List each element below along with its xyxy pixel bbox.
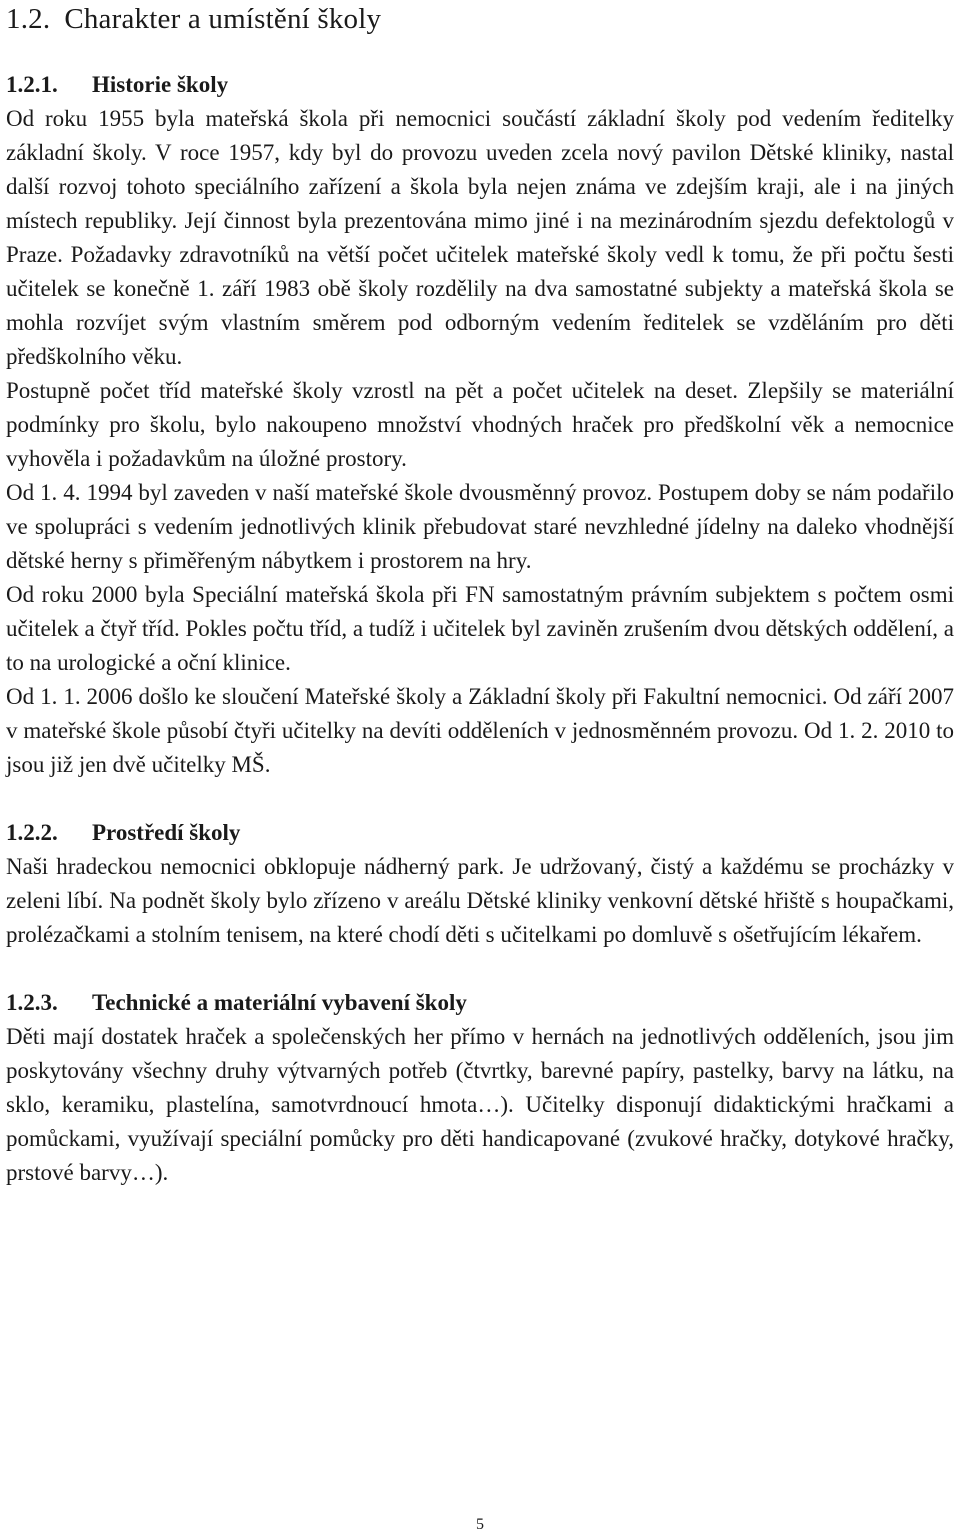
- subsection-environment: [6, 816, 954, 952]
- subsection-number: 1.2.3.: [6, 990, 58, 1015]
- document-page: [6, 0, 954, 1190]
- subsection-title: Historie školy: [92, 72, 229, 97]
- subsection-title: Prostředí školy: [92, 820, 241, 845]
- page-number: 5: [476, 1516, 484, 1533]
- subsection-heading: [6, 68, 954, 102]
- subsection-number: 1.2.2.: [6, 820, 58, 845]
- section-heading: [6, 0, 954, 38]
- paragraph: Naši hradeckou nemocnici obklopuje nádherný park. Je udržovaný, čistý a každému se procházky v zeleni líbí. Na podnět školy bylo zřízeno v areálu Dětské kliniky venkovní dětské hřiště s houpačkami, prolézačkami a stolním tenisem, na které chodí děti s učitelkami po domluvě s ošetřujícím lékařem.: [6, 854, 954, 947]
- subsection-heading: [6, 986, 954, 1020]
- subsection-number: 1.2.1.: [6, 72, 58, 97]
- paragraph: Postupně počet tříd mateřské školy vzrostl na pět a počet učitelek na deset. Zlepšily se materiální podmínky pro školu, bylo nakoupeno množství vhodných hraček pro předškolní věk a nemocnice vyhověla i požadavkům na úložné prostory.: [6, 378, 954, 471]
- subsection-history: [6, 68, 954, 782]
- subsection-title: Technické a materiální vybavení školy: [92, 990, 467, 1015]
- spacer: [6, 38, 954, 68]
- paragraph: Od 1. 4. 1994 byl zaveden v naší mateřské škole dvousměnný provoz. Postupem doby se nám podařilo ve spolupráci s vedením jednotlivých klinik přebudovat staré nevzhledné jídelny na daleko vhodnější dětské herny s přiměřeným nábytkem i prostorem na hry.: [6, 480, 954, 573]
- spacer: [6, 952, 954, 986]
- section-number: 1.2.: [6, 3, 51, 35]
- subsection-heading: [6, 816, 954, 850]
- paragraph: Od 1. 1. 2006 došlo ke sloučení Mateřské školy a Základní školy při Fakultní nemocnici. Od září 2007 v mateřské škole působí čtyři učitelky na devíti odděleních v jednosměnném provozu. Od 1. 2. 2010 to jsou již jen dvě učitelky MŠ.: [6, 684, 954, 777]
- section-title: Charakter a umístění školy: [64, 3, 382, 35]
- paragraph: Od roku 1955 byla mateřská škola při nemocnici součástí základní školy pod vedením ředitelky základní školy. V roce 1957, kdy byl do provozu uveden zcela nový pavilon Dětské kliniky, nastal další rozvoj tohoto speciálního zařízení a škola byla nejen známa ve zdejším kraji, ale i na jiných místech republiky. Její činnost byla prezentována mimo jiné i na mezinárodním sjezdu defektologů v Praze. Požadavky zdravotníků na větší počet učitelek mateřské školy vedl k tomu, že při počtu šesti učitelek se konečně 1. září 1983 obě školy rozdělily na dva samostatné subjekty a mateřská škola se mohla rozvíjet svým vlastním směrem pod odborným vedením ředitelek se vzděláním pro děti předškolního věku.: [6, 106, 954, 369]
- paragraph: Od roku 2000 byla Speciální mateřská škola při FN samostatným právním subjektem s počtem osmi učitelek a čtyř tříd. Pokles počtu tříd, a tudíž i učitelek byl zaviněn zrušením dvou dětských oddělení, a to na urologické a oční klinice.: [6, 582, 954, 675]
- subsection-equipment: [6, 986, 954, 1190]
- spacer: [6, 782, 954, 816]
- paragraph: Děti mají dostatek hraček a společenských her přímo v hernách na jednotlivých odděleních, jsou jim poskytovány všechny druhy výtvarných potřeb (čtvrtky, barevné papíry, pastelky, barvy na látku, na sklo, keramiku, plastelína, samotvrdnoucí hmota…). Učitelky disponují didaktickými hračkami a pomůckami, využívají speciální pomůcky pro děti handicapované (zvukové hračky, dotykové hračky, prstové barvy…).: [6, 1024, 954, 1185]
